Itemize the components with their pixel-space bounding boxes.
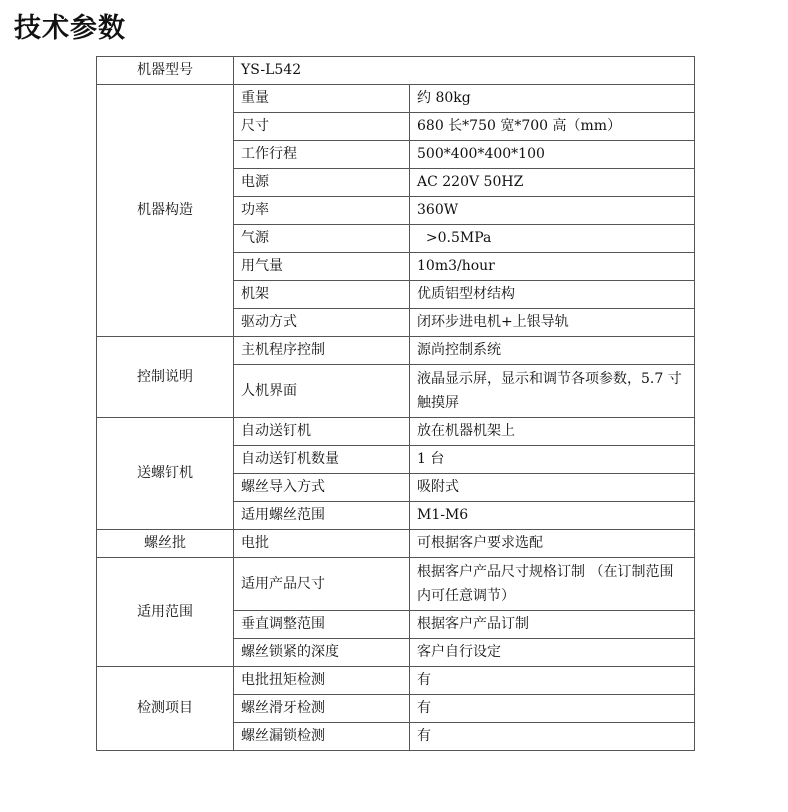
param-name: 螺丝导入方式 xyxy=(234,474,410,502)
param-value: 源尚控制系统 xyxy=(410,337,695,365)
section-category: 控制说明 xyxy=(97,337,234,418)
param-value: 约 80kg xyxy=(410,85,695,113)
param-name: 螺丝锁紧的深度 xyxy=(234,639,410,667)
param-value: 有 xyxy=(410,667,695,695)
table-row xyxy=(97,85,695,113)
param-value: 优质铝型材结构 xyxy=(410,281,695,309)
param-name: 重量 xyxy=(234,85,410,113)
param-value: 可根据客户要求选配 xyxy=(410,530,695,558)
param-name: 螺丝漏锁检测 xyxy=(234,723,410,751)
param-name: 适用产品尺寸 xyxy=(234,558,410,611)
param-value: 360W xyxy=(410,197,695,225)
param-name: 主机程序控制 xyxy=(234,337,410,365)
param-name: 适用螺丝范围 xyxy=(234,502,410,530)
param-name: 电批扭矩检测 xyxy=(234,667,410,695)
spec-table xyxy=(96,56,695,751)
section-category: 送螺钉机 xyxy=(97,418,234,530)
param-name: 机架 xyxy=(234,281,410,309)
param-name: 工作行程 xyxy=(234,141,410,169)
param-name: 驱动方式 xyxy=(234,309,410,337)
param-value: 吸附式 xyxy=(410,474,695,502)
table-row xyxy=(97,337,695,365)
param-value: M1-M6 xyxy=(410,502,695,530)
param-value: 液晶显示屏，显示和调节各项参数，5.7 寸触摸屏 xyxy=(410,365,695,418)
param-name: 尺寸 xyxy=(234,113,410,141)
param-value: 根据客户产品尺寸规格订制 （在订制范围内可任意调节） xyxy=(410,558,695,611)
section-category: 螺丝批 xyxy=(97,530,234,558)
param-name: 电批 xyxy=(234,530,410,558)
section-category: 机器构造 xyxy=(97,85,234,337)
table-row xyxy=(97,530,695,558)
section-category: 适用范围 xyxy=(97,558,234,667)
param-value: 1 台 xyxy=(410,446,695,474)
param-value: 放在机器机架上 xyxy=(410,418,695,446)
spec-table-body xyxy=(97,57,695,751)
model-label: 机器型号 xyxy=(97,57,234,85)
param-value: >0.5MPa xyxy=(410,225,695,253)
param-name: 自动送钉机 xyxy=(234,418,410,446)
param-value: 客户自行设定 xyxy=(410,639,695,667)
section-category: 检测项目 xyxy=(97,667,234,751)
param-name: 功率 xyxy=(234,197,410,225)
param-value: 闭环步进电机+上银导轨 xyxy=(410,309,695,337)
table-row-model xyxy=(97,57,695,85)
table-row xyxy=(97,667,695,695)
param-value: 500*400*400*100 xyxy=(410,141,695,169)
param-name: 螺丝滑牙检测 xyxy=(234,695,410,723)
table-row xyxy=(97,558,695,611)
param-name: 电源 xyxy=(234,169,410,197)
param-value: 10m3/hour xyxy=(410,253,695,281)
param-value: 有 xyxy=(410,695,695,723)
model-value: YS-L542 xyxy=(234,57,695,85)
table-row xyxy=(97,418,695,446)
param-value: 根据客户产品订制 xyxy=(410,611,695,639)
param-value: AC 220V 50HZ xyxy=(410,169,695,197)
param-name: 人机界面 xyxy=(234,365,410,418)
param-value: 有 xyxy=(410,723,695,751)
param-name: 垂直调整范围 xyxy=(234,611,410,639)
param-name: 用气量 xyxy=(234,253,410,281)
page-title: 技术参数 xyxy=(14,13,126,44)
param-name: 自动送钉机数量 xyxy=(234,446,410,474)
param-value: 680 长*750 宽*700 高（mm） xyxy=(410,113,695,141)
param-name: 气源 xyxy=(234,225,410,253)
